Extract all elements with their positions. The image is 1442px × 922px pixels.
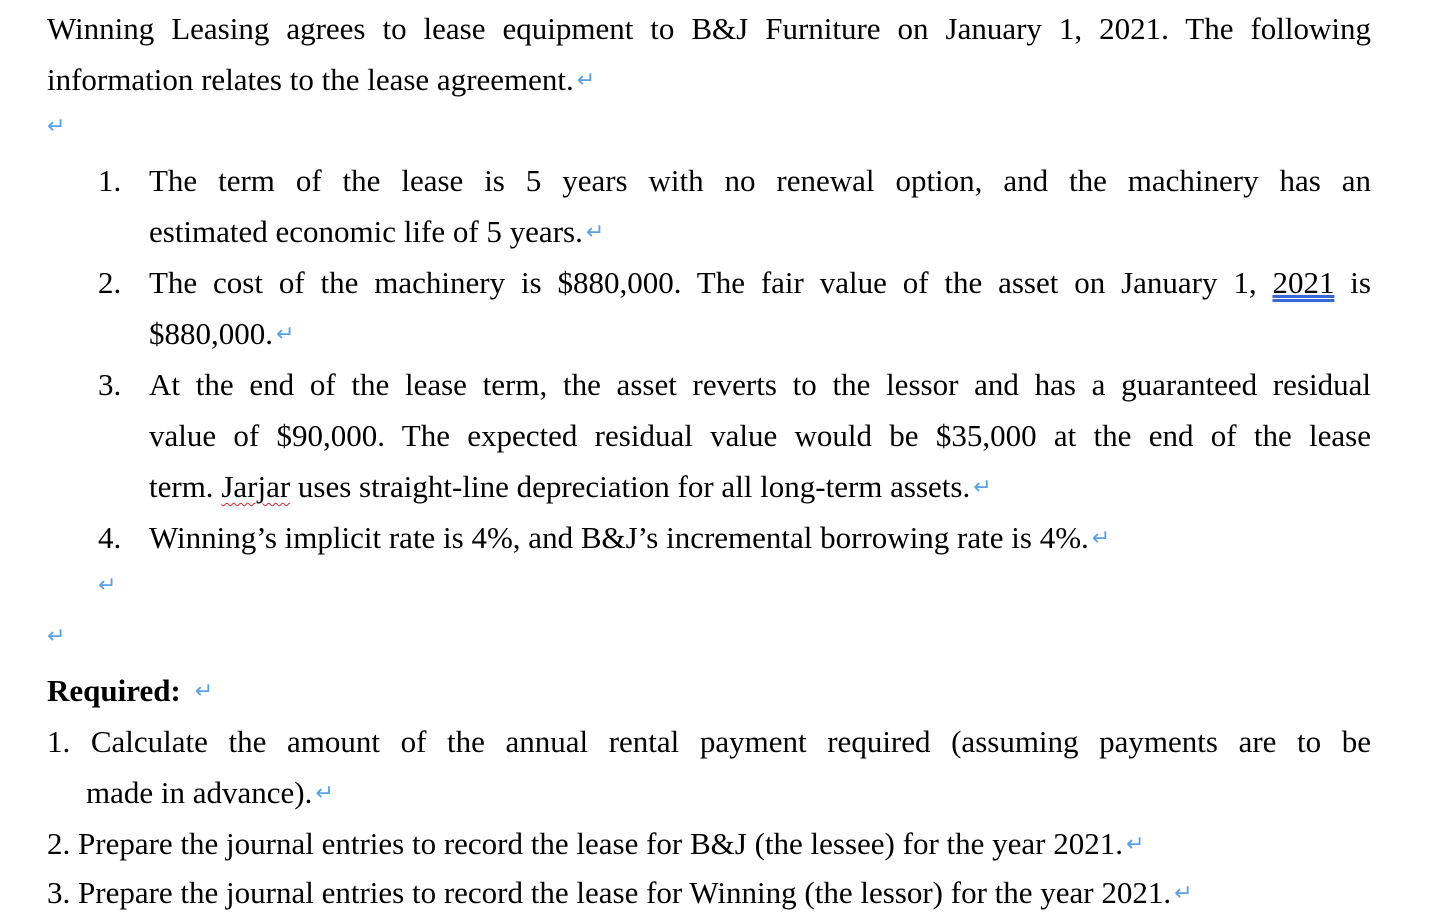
paragraph-mark-icon: ↵: [585, 220, 605, 245]
list-item-text: The cost of the machinery is $880,000. The fair value of the asset on January 1,: [149, 265, 1273, 300]
intro-text-2: information relates to the lease agreement.: [47, 62, 574, 97]
paragraph-mark-icon: ↵: [1125, 832, 1145, 857]
question-1-line-1: [47, 716, 1371, 767]
list-item-text: uses straight-line depreciation for all long-term assets.: [290, 469, 971, 504]
paragraph-mark-icon: ↵: [973, 475, 992, 500]
paragraph-mark-icon: ↵: [1091, 526, 1111, 551]
question-text: 1. Calculate the amount of the annual rental payment required (assuming payments are to be: [47, 724, 1371, 759]
list-item-text: value of $90,000. The expected residual value would be $35,000 at the end of the lease: [149, 418, 1371, 453]
list-item-number: 2.: [98, 265, 122, 300]
list-item-3-line-1: [149, 359, 1371, 410]
list-item-number: 3.: [98, 367, 122, 402]
question-3: [47, 867, 1193, 919]
paragraph-mark-icon: ↵: [315, 781, 334, 806]
list-item-1-line-1: [149, 155, 1371, 206]
list-item-3-line-3: [149, 461, 992, 513]
list-item-1-line-2: [149, 206, 604, 258]
intro-line-2: [47, 54, 595, 106]
paragraph-mark-icon: ↵: [47, 624, 66, 649]
paragraph-mark-icon: ↵: [276, 322, 295, 347]
intro-line-1: [47, 3, 1371, 54]
list-item-text: At the end of the lease term, the asset reverts to the lessor and has a guaranteed residual: [149, 367, 1371, 402]
paragraph-mark-icon: ↵: [47, 114, 66, 139]
list-item-text: The term of the lease is 5 years with no renewal option, and the machinery has an: [149, 163, 1371, 198]
question-text: 2. Prepare the journal entries to record the lease for B&J (the lessee) for the year 2021.: [47, 826, 1123, 861]
list-item-text: estimated economic life of 5 years.: [149, 214, 583, 249]
list-item-3-line-2: [149, 410, 1371, 461]
paragraph-mark-icon: ↵: [98, 573, 117, 598]
paragraph-mark-icon: ↵: [194, 679, 214, 704]
question-1-line-2: [86, 767, 334, 819]
question-text: made in advance).: [86, 775, 313, 810]
list-item-text: term.: [149, 469, 222, 504]
list-item-2-line-1: [149, 257, 1371, 308]
required-heading: [47, 665, 213, 717]
list-item-2-line-2: [149, 308, 294, 360]
paragraph-mark-icon: ↵: [576, 68, 596, 93]
question-2: [47, 818, 1144, 870]
list-item-text: Winning’s implicit rate is 4%, and B&J’s incremental borrowing rate is 4%.: [149, 520, 1089, 555]
list-item-text: is: [1334, 265, 1371, 300]
list-item-text: $880,000.: [149, 316, 273, 351]
paragraph-mark-icon: ↵: [1174, 881, 1193, 906]
list-item-number: 1.: [98, 163, 122, 198]
required-heading-text: Required:: [47, 673, 181, 708]
intro-text-1: Winning Leasing agrees to lease equipment to B&J Furniture on January 1, 2021. The following: [47, 11, 1371, 46]
spellcheck-flagged-word[interactable]: Jarjar: [221, 469, 291, 504]
list-item-number: 4.: [98, 520, 122, 555]
question-text: 3. Prepare the journal entries to record the lease for Winning (the lessor) for the year 2021.: [47, 875, 1172, 910]
list-item-4-line-1: [149, 512, 1110, 564]
grammar-flagged-year[interactable]: 2021: [1272, 265, 1335, 300]
